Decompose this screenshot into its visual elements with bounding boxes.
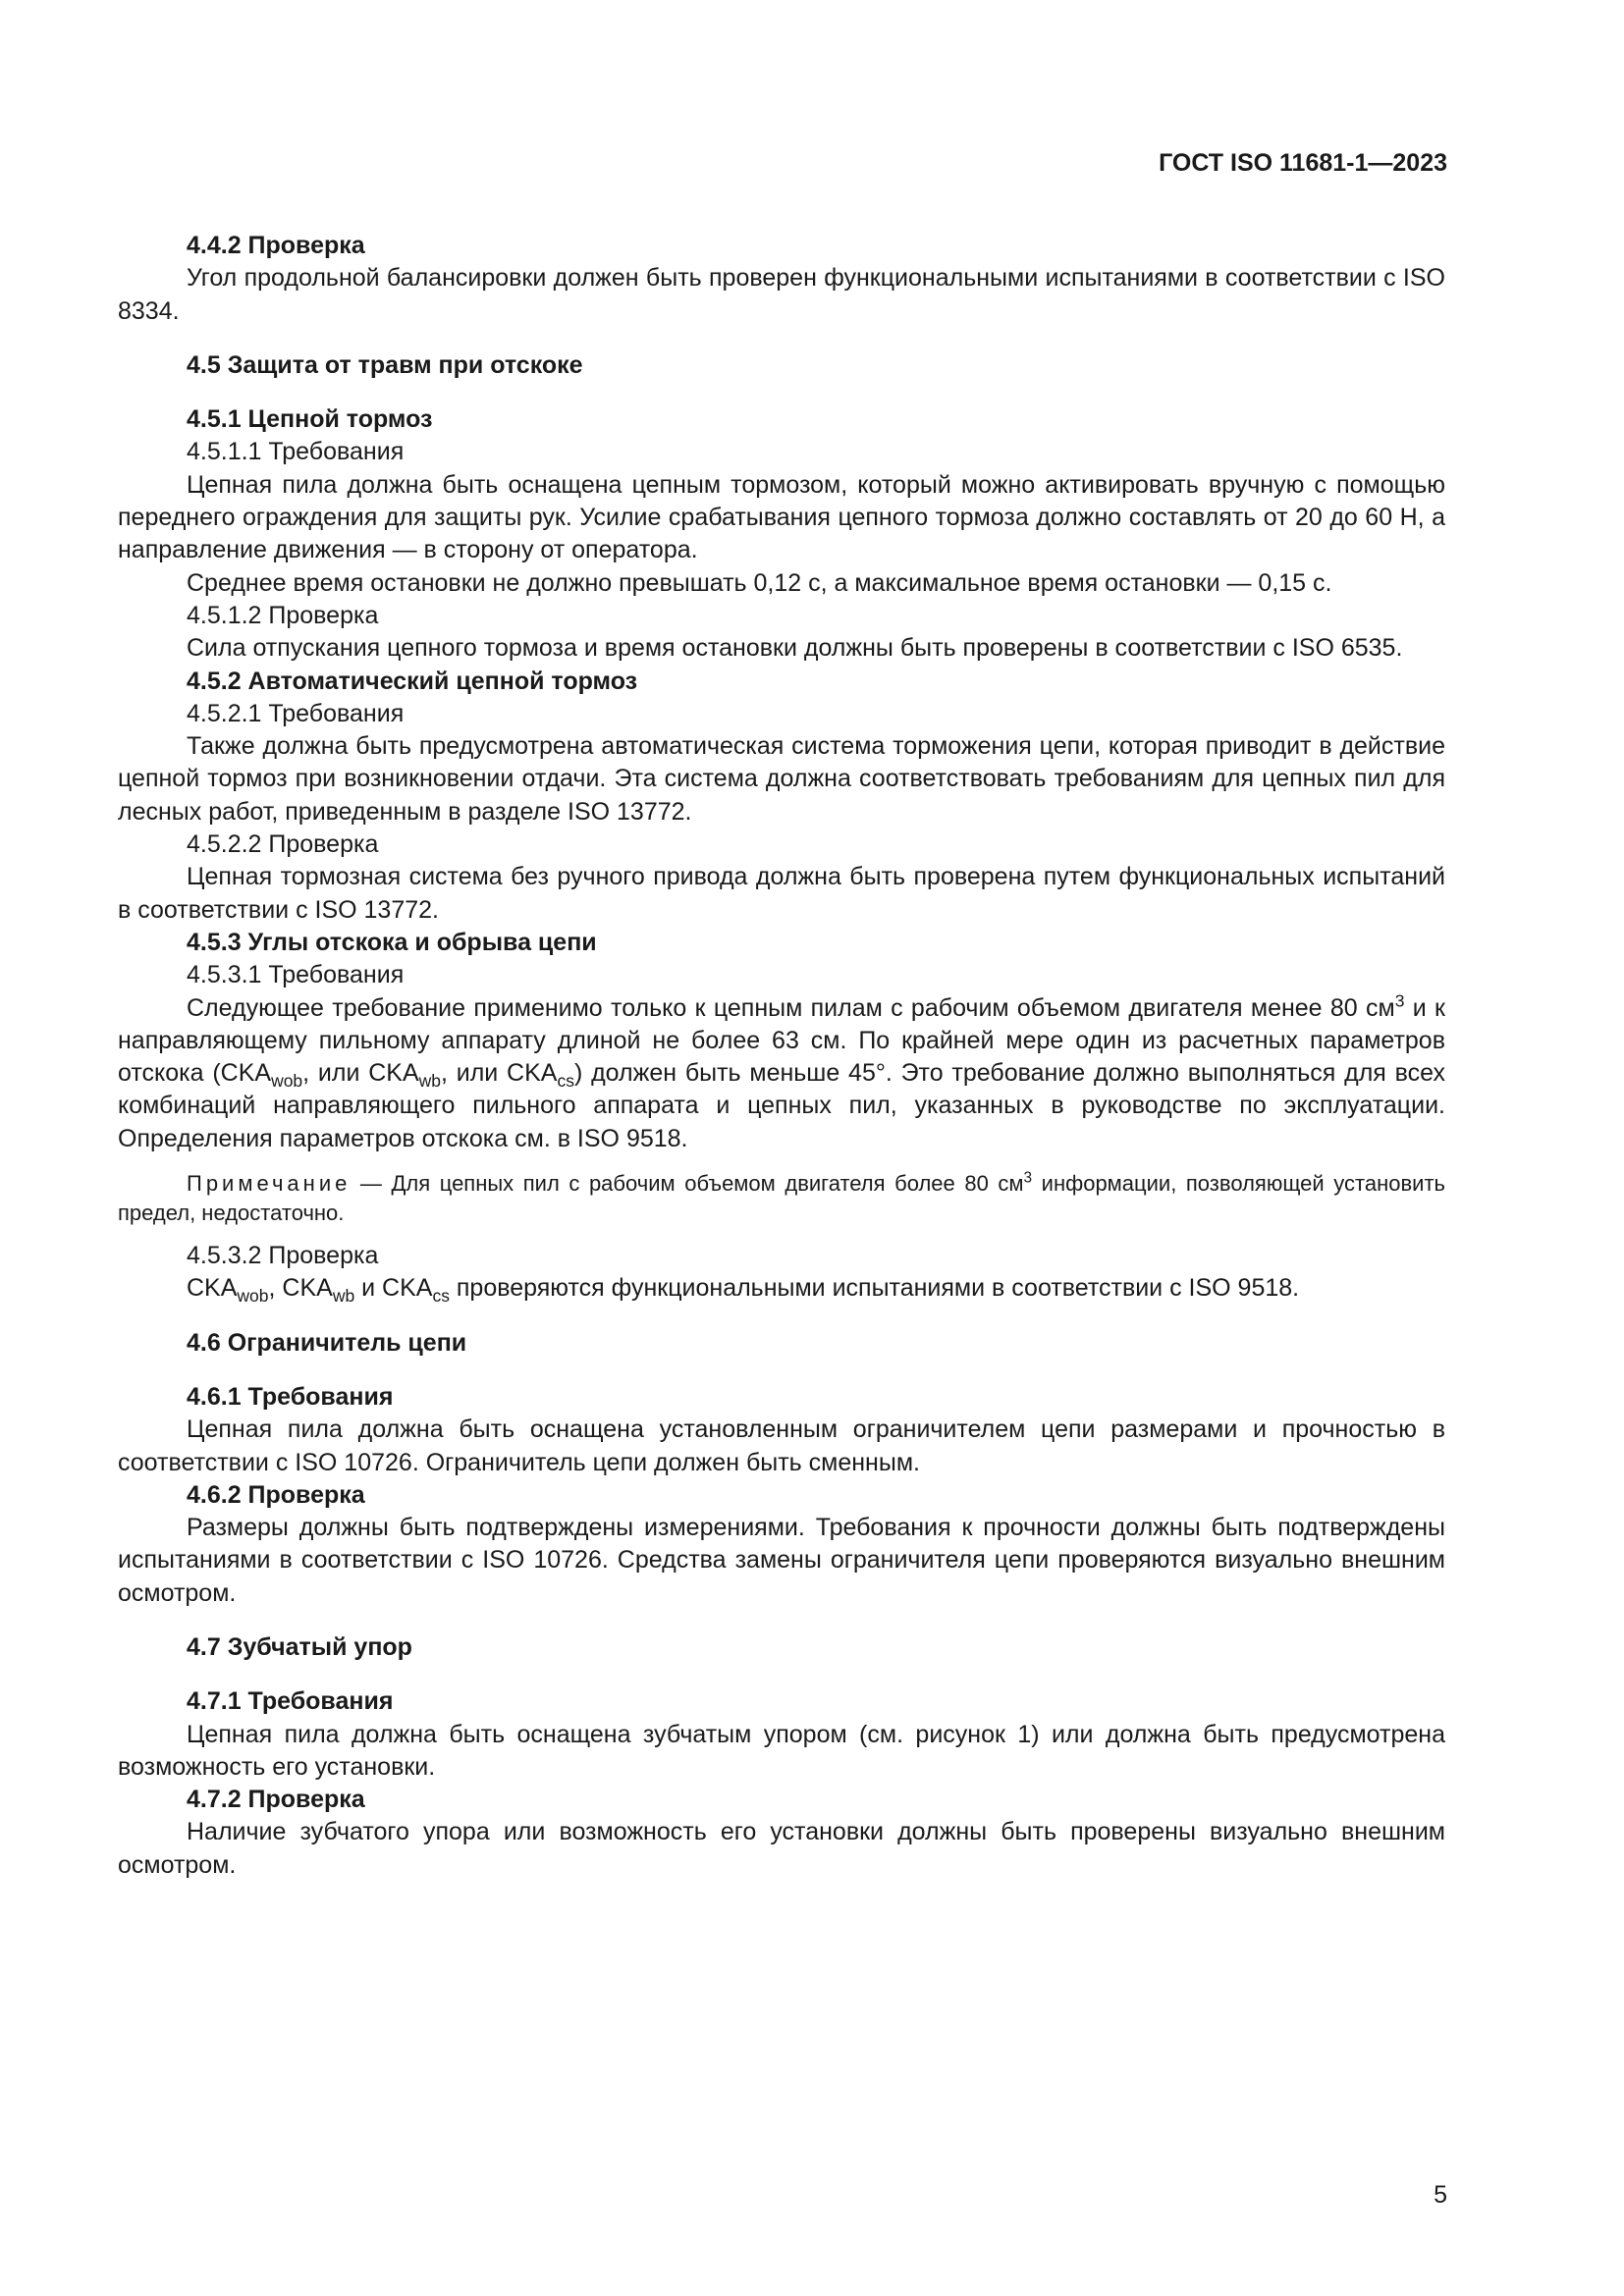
heading-4-5-1: 4.5.1 Цепной тормоз bbox=[187, 405, 433, 434]
heading-4-7: 4.7 Зубчатый упор bbox=[187, 1632, 412, 1661]
heading-4-4-2: 4.4.2 Проверка bbox=[187, 232, 365, 259]
subheading-4-5-2-2: 4.5.2.2 Проверка bbox=[187, 830, 379, 859]
heading-4-5-3: 4.5.3 Углы отскока и обрыва цепи bbox=[187, 928, 597, 956]
subheading-4-5-1-1: 4.5.1.1 Требования bbox=[187, 438, 405, 466]
paragraph-4-5-2-1: Также должна быть предусмотрена автоматическая система торможения цепи, которая приводит в действие цепной тормоз при возникновении отдачи. Эта система должна соответствовать требованиям для цепных пил для лесных работ, приведенным в разделе ISO 13772. bbox=[118, 732, 1445, 826]
heading-4-6-1: 4.6.1 Требования bbox=[187, 1382, 394, 1411]
document-body bbox=[118, 230, 1445, 1882]
paragraph-4-5-3-2: $CKA_{wob}$, $CKA_{wb}$ и $CKA_{cs}$ проверяются функциональными испытаниями в соответствии с ISO 9518. bbox=[187, 1274, 1300, 1307]
paragraph-4-5-1-1-b: Среднее время остановки не должно превышать 0,12 с, а максимальное время остановки — 0,15 с. bbox=[187, 568, 1332, 597]
paragraph-4-5-2-2: Цепная тормозная система без ручного привода должна быть проверена путем функциональных испытаний в соответствии с ISO 13772. bbox=[118, 863, 1445, 924]
paragraph-4-6-2: Размеры должны быть подтверждены измерениями. Требования к прочности должны быть подтверждены испытаниями в соответствии с ISO 10726. Средства замены ограничителя цепи проверяются визуально внешним осмотром. bbox=[118, 1514, 1445, 1607]
heading-4-5-2: 4.5.2 Автоматический цепной тормоз bbox=[187, 667, 638, 695]
paragraph-4-7-2: Наличие зубчатого упора или возможность его установки должны быть проверены визуально внешним осмотром. bbox=[118, 1818, 1445, 1879]
heading-4-6: 4.6 Ограничитель цепи bbox=[187, 1328, 467, 1357]
note: Примечание — Для цепных пил с рабочим объемом двигателя более 80 $см^3$ информации, позволяющей установить предел, недостаточно. bbox=[118, 1169, 1445, 1226]
page-number: 5 bbox=[1434, 2181, 1447, 2209]
subheading-4-5-2-1: 4.5.2.1 Требования bbox=[187, 699, 405, 727]
paragraph-4-6-1: Цепная пила должна быть оснащена установленным ограничителем цепи размерами и прочностью в соответствии с ISO 10726. Ограничитель цепи должен быть сменным. bbox=[118, 1415, 1445, 1476]
heading-4-7-2: 4.7.2 Проверка bbox=[187, 1786, 365, 1814]
subheading-4-5-3-2: 4.5.3.2 Проверка bbox=[187, 1242, 379, 1270]
paragraph-4-5-3-1: Следующее требование применимо только к цепным пилам с рабочим объемом двигателя менее 80 $см^3$ и к направляющему пильному аппарату длиной не более 63 см. По крайней мере один из расчетных параметров отскока ($CKA_{wob}$, или $CKA_{wb}$, или $CKA_{cs}$) должен быть меньше 45°. Это требование должно выполняться для всех комбинаций направляющего пильного аппарата и цепных пил, указанных в руководстве по эксплуатации. Определения параметров отскока см. в ISO 9518. bbox=[118, 989, 1445, 1152]
heading-4-6-2: 4.6.2 Проверка bbox=[187, 1480, 365, 1509]
paragraph-4-5-1-1-a: Цепная пила должна быть оснащена цепным тормозом, который можно активировать вручную с помощью переднего ограждения для защиты рук. Усилие срабатывания цепного тормоза должно составлять от 20 до 60 Н, а направление движения — в сторону от оператора. bbox=[118, 470, 1445, 564]
heading-4-7-1: 4.7.1 Требования bbox=[187, 1687, 394, 1716]
paragraph-4-4-2: Угол продольной балансировки должен быть проверен функциональными испытаниями в соответствии с ISO 8334. bbox=[118, 264, 1445, 325]
heading-4-5: 4.5 Защита от травм при отскоке bbox=[187, 350, 583, 379]
subheading-4-5-1-2: 4.5.1.2 Проверка bbox=[187, 601, 379, 629]
subheading-4-5-3-1: 4.5.3.1 Требования bbox=[187, 961, 405, 989]
paragraph-4-7-1: Цепная пила должна быть оснащена зубчатым упором (см. рисунок 1) или должна быть предусмотрена возможность его установки. bbox=[118, 1720, 1445, 1781]
note-label: Примечание bbox=[187, 1171, 352, 1197]
document-header: ГОСТ ISO 11681-1—2023 bbox=[1159, 149, 1447, 177]
paragraph-4-5-1-2: Сила отпускания цепного тормоза и время остановки должны быть проверены в соответствии с ISO 6535. bbox=[187, 634, 1403, 663]
